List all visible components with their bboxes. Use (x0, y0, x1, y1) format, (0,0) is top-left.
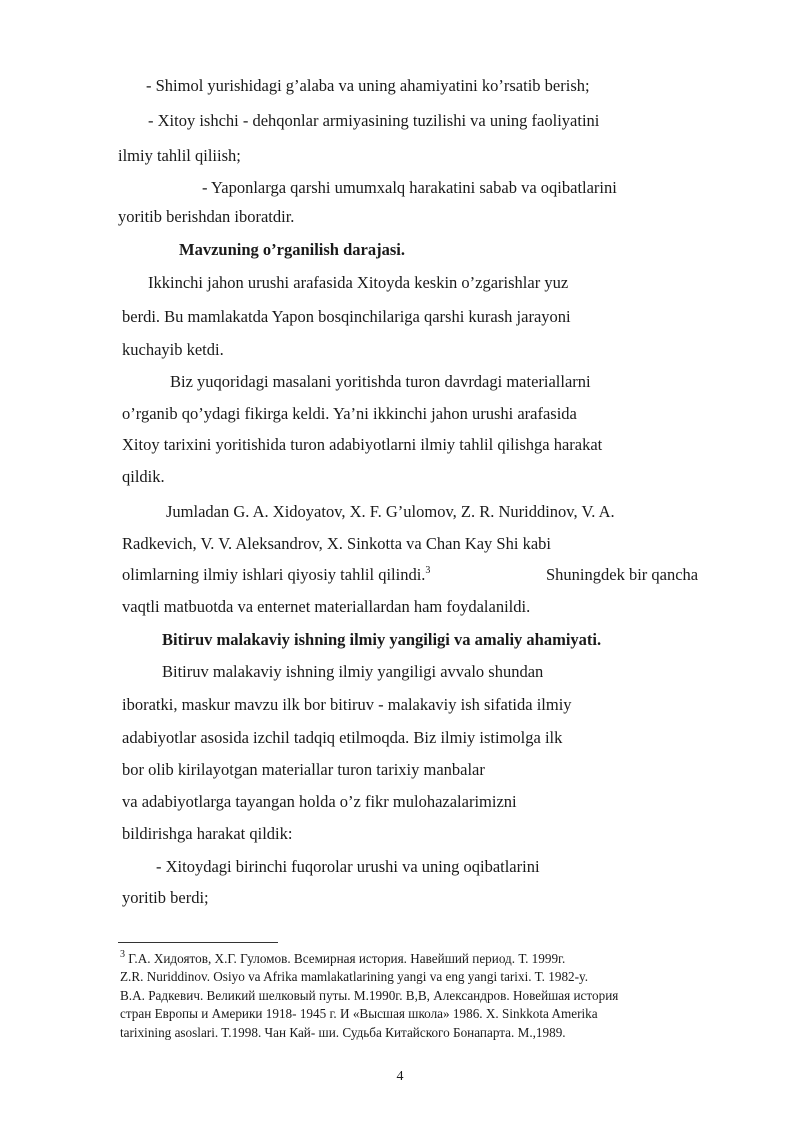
text-line: Shuningdek bir qancha (546, 565, 699, 584)
text-line: yoritib berishdan iboratdir. (118, 207, 295, 226)
footnote-line: Z.R. Nuriddinov. Osiyo va Afrika mamlakatlarining yangi va eng yangi tarixi. T. 1982-y. (120, 969, 589, 984)
text-line (122, 565, 430, 585)
footnote-marker: 3 (120, 948, 125, 960)
text-line: yoritib berdi; (122, 888, 209, 907)
footnote-text: Г.А. Хидоятов, Х.Г. Гуломов. Всемирная история. Навейший период. Т. 1999г. (128, 951, 566, 966)
footnote-reference: 3 (425, 564, 431, 576)
footnote-line: В.А. Радкевич. Великий шелковый путы. М.1990г. В,В, Александров. Новейшая история (120, 988, 619, 1003)
text-line-content: - Xitoy ishchi - dehqonlar armiyasining tuzilishi va uning faoliyatini (148, 111, 600, 130)
text-line: Biz yuqoridagi masalani yoritishda turon davrdagi materiallarni (170, 372, 591, 391)
text-line: ilmiy tahlil qiliish; (118, 146, 241, 165)
text-line: Radkevich, V. V. Aleksandrov, X. Sinkotta va Chan Kay Shi kabi (122, 534, 551, 553)
text-line: berdi. Bu mamlakatda Yapon bosqinchilariga qarshi kurash jarayoni (122, 307, 571, 326)
text-line: Ikkinchi jahon urushi arafasida Xitoyda keskin o’zgarishlar yuz (148, 273, 569, 292)
text-line (148, 111, 742, 131)
text-line: - Yaponlarga qarshi umumxalq harakatini sabab va oqibatlarini (202, 178, 617, 197)
text-line: bor olib kirilayotgan materiallar turon tarixiy manbalar (122, 760, 485, 779)
section-heading: Mavzuning o’rganilish darajasi. (179, 240, 405, 259)
footnote-line: стран Европы и Америки 1918- 1945 г. И «Высшая школа» 1986. X. Sinkkota Amerika (120, 1006, 598, 1021)
text-line: kuchayib ketdi. (122, 340, 224, 359)
text-line: qildik. (122, 467, 165, 486)
text-line: bildirishga harakat qildik: (122, 824, 293, 843)
text-line: - Shimol yurishidagi g’alaba va uning ahamiyatini ko’rsatib berish; (146, 76, 590, 95)
text-line-content: olimlarning ilmiy ishlari qiyosiy tahlil qilindi. (122, 565, 426, 584)
text-line: o’rganib qo’ydagi fikirga keldi. Ya’ni ikkinchi jahon urushi arafasida (122, 404, 577, 423)
text-line: Xitoy tarixini yoritishida turon adabiyotlarni ilmiy tahlil qilishga harakat (122, 435, 603, 454)
text-line: - Xitoydagi birinchi fuqorolar urushi va uning oqibatlarini (156, 857, 540, 876)
text-line: adabiyotlar asosida izchil tadqiq etilmoqda. Biz ilmiy istimolga ilk (122, 728, 563, 747)
text-line: vaqtli matbuotda va enternet materiallardan ham foydalanildi. (122, 597, 531, 616)
page-number: 4 (396, 1069, 404, 1084)
footnote-line: tarixining asoslari. T.1998. Чан Кай- ши. Судьба Китайского Бонапарта. М.,1989. (120, 1025, 566, 1040)
text-line: iboratki, maskur mavzu ilk bor bitiruv - malakaviy ish sifatida ilmiy (122, 695, 572, 714)
section-heading: Bitiruv malakaviy ishning ilmiy yangiligi va amaliy ahamiyati. (162, 630, 602, 649)
footnote-line (120, 950, 565, 967)
text-line: Bitiruv malakaviy ishning ilmiy yangiligi avvalo shundan (162, 662, 544, 681)
footnote-separator (118, 942, 278, 943)
text-line: va adabiyotlarga tayangan holda o’z fikr mulohazalarimizni (122, 792, 517, 811)
text-line: Jumladan G. A. Xidoyatov, X. F. G’ulomov, Z. R. Nuriddinov, V. A. (166, 502, 615, 521)
